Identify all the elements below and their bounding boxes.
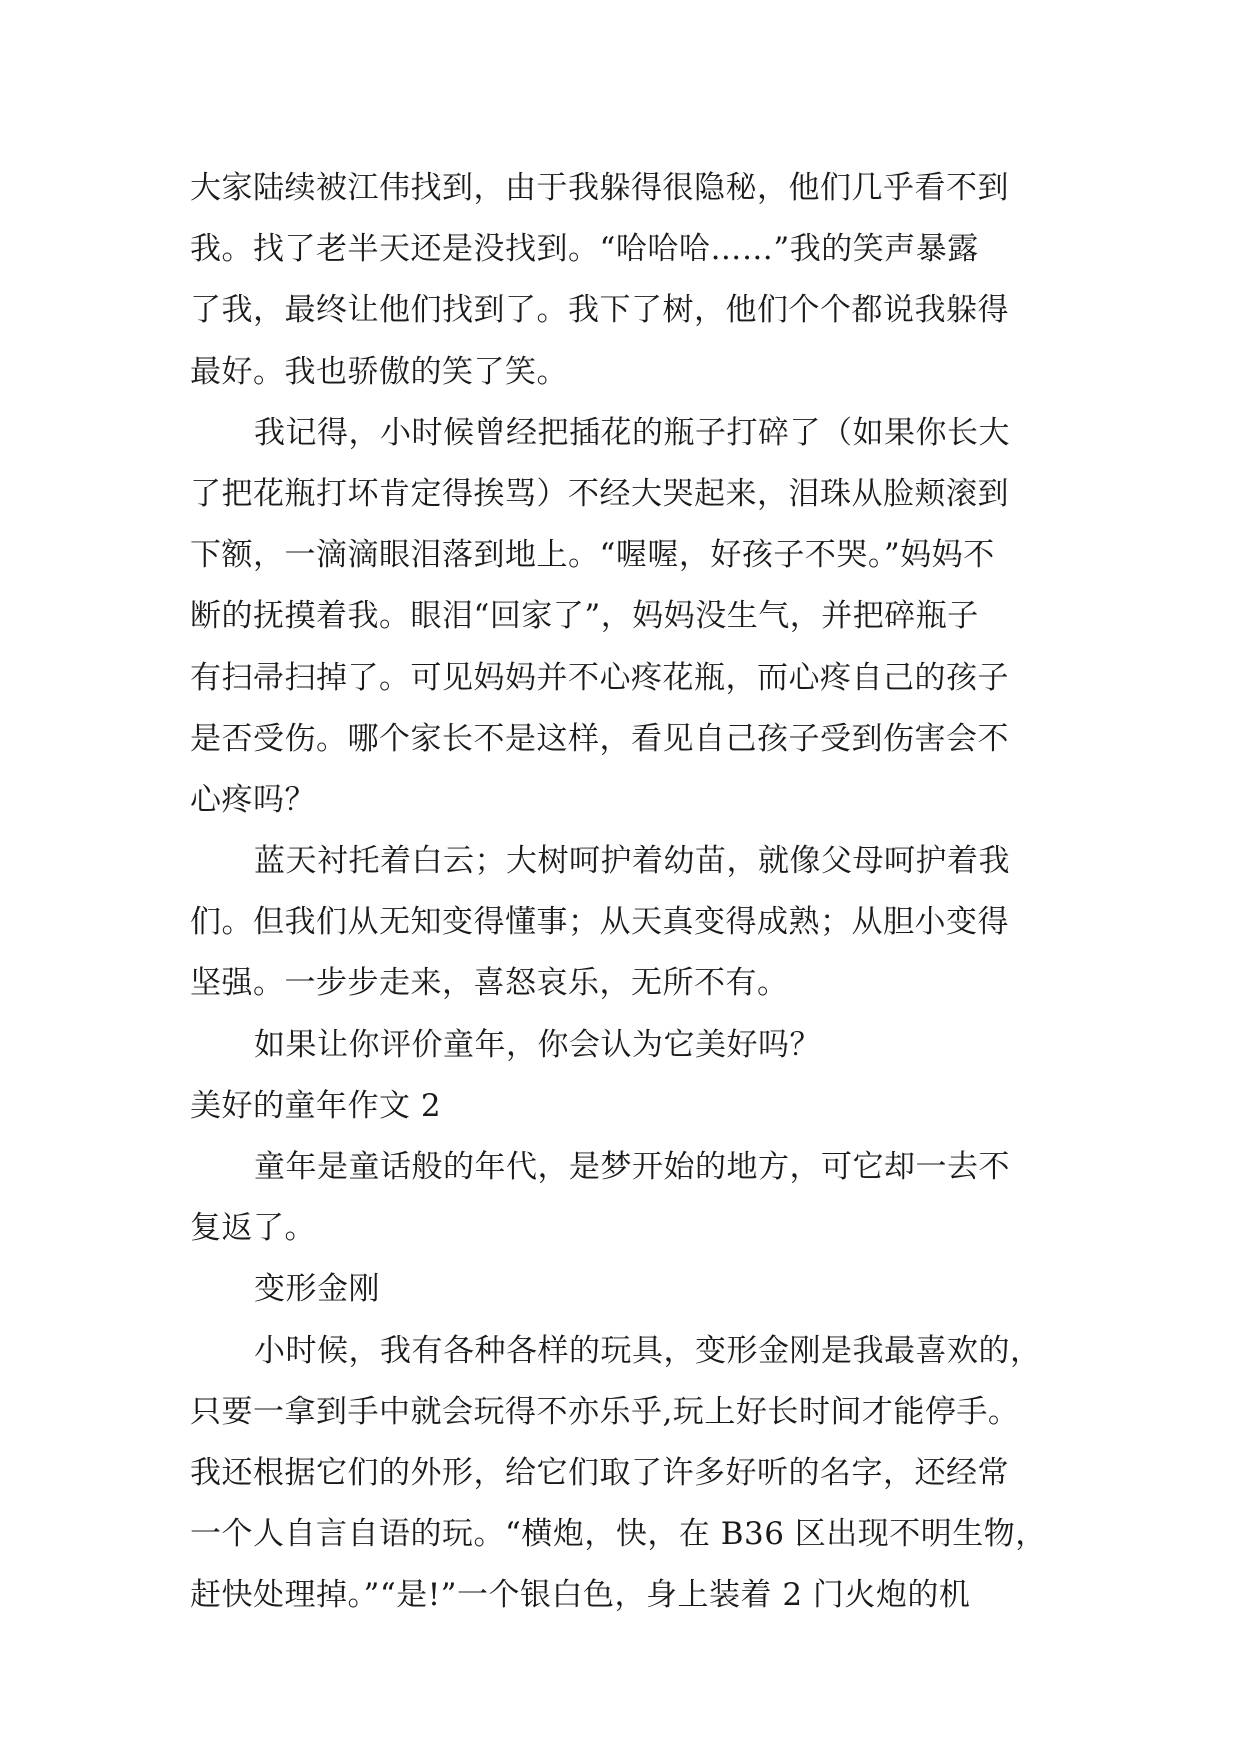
text-line: 大家陆续被江伟找到，由于我躲得很隐秘，他们几乎看不到 — [190, 170, 1009, 206]
text-line: 童年是童话般的年代，是梦开始的地方，可它却一去不 — [254, 1149, 1010, 1185]
text-line: 了把花瓶打坏肯定得挨骂）不经大哭起来，泪珠从脸颊滚到 — [190, 475, 1009, 512]
text-line: 是否受伤。哪个家长不是这样，看见自己孩子受到伤害会不 — [190, 720, 1009, 757]
text-line: 如果让你评价童年，你会认为它美好吗？ — [254, 1026, 821, 1063]
text-line: 只要一拿到手中就会玩得不亦乐乎,玩上好长时间才能停手。 — [190, 1393, 1020, 1430]
text-line: 们。但我们从无知变得懂事；从天真变得成熟；从胆小变得 — [190, 904, 1009, 941]
subtitle-text: 变形金刚 — [254, 1271, 380, 1308]
text-line: 蓝天衬托着白云；大树呵护着幼苗，就像父母呵护着我 — [254, 843, 1010, 880]
text-line: 复返了。 — [190, 1210, 316, 1247]
section-heading — [190, 1076, 1070, 1137]
paragraph — [190, 1321, 1070, 1627]
text-line: 小时候，我有各种各样的玩具，变形金刚是我最喜欢的， — [254, 1332, 1042, 1369]
paragraph — [190, 1015, 1070, 1076]
paragraph — [190, 403, 1070, 831]
text-line: 有扫帚扫掉了。可见妈妈并不心疼花瓶，而心疼自己的孩子 — [190, 659, 1009, 696]
text-line: 下额，一滴滴眼泪落到地上。“喔喔，好孩子不哭。”妈妈不 — [190, 537, 995, 574]
paragraph — [190, 1137, 1070, 1259]
text-line: 我还根据它们的外形，给它们取了许多好听的名字，还经常 — [190, 1454, 1009, 1491]
text-line: 赶快处理掉。”“是!”一个银白色，身上装着 2 门火炮的机 — [190, 1577, 971, 1614]
paragraph — [190, 1259, 1070, 1320]
text-line: 一个人自言自语的玩。“横炮，快，在 B36 区出现不明生物， — [190, 1516, 1047, 1553]
text-line: 断的抚摸着我。眼泪“回家了”，妈妈没生气，并把碎瓶子 — [190, 598, 979, 635]
text-line: 坚强。一步步走来，喜怒哀乐，无所不有。 — [190, 965, 789, 1002]
text-line: 我记得，小时候曾经把插花的瓶子打碎了（如果你长大 — [254, 414, 1010, 451]
heading-text: 美好的童年作文 2 — [190, 1087, 442, 1124]
text-line: 了我，最终让他们找到了。我下了树，他们个个都说我躲得 — [190, 292, 1009, 329]
text-line: 心疼吗？ — [190, 781, 316, 818]
paragraph — [190, 831, 1070, 1015]
document-page — [190, 158, 1070, 1627]
text-line: 我。找了老半天还是没找到。“哈哈哈……”我的笑声暴露 — [190, 231, 979, 268]
paragraph — [190, 158, 1070, 403]
text-line: 最好。我也骄傲的笑了笑。 — [190, 353, 568, 390]
